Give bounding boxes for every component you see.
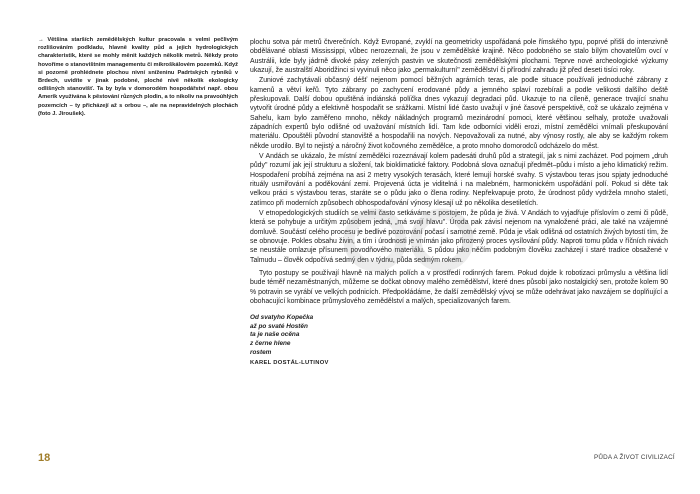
page-number: 18: [38, 452, 51, 464]
body-paragraph: Tyto postupy se používají hlavně na malých polích a v prostředí rodinných farem. Pokud dojde k robotizaci průmyslu a většina lidí bude téměř nezaměstnaných, můžeme se dočkat obnovy malého zemědělství, které dnes působí jako nostalgický sen, protože kolem 90 % potravin se vyrábí ve velkých podnicích. Předpokládáme, že další zemědělský vývoj se může odehrávat jako navzájem se doplňující a obohacující kombinace průmyslového zemědělství a malých, specializovaných farem.: [250, 269, 668, 305]
body-paragraph: V Andách se ukázalo, že místní zemědělci rozeznávají kolem padesáti druhů půd a strategií, jak s nimi zacházet. Pod pojmem „druh půdy" rozumí jak její strukturu a složení, tak bioklimatické faktory. Podobná slova označují předmět–půdu i místo a jeho klimatický režim. Hospodaření probíhá zejména na asi 2 metry vysokých terasách, které lemují horské svahy. S výstavbou teras jsou spjaty jednoduché rituály usmiřování a poděkování zemi. Projevená úcta je viditelná i na malebném, harmonickém uspořádání polí. Pokud si děte tak velkou práci s výstavbou teras, staráte se o půdu jako o člena rodiny. Nepřekvapuje proto, že úrodnost půdy vydržela mnoho staletí, zatímco při moderních způsobech obhospodařování výnosy klesají už po několika desetiletích.: [250, 152, 668, 207]
running-head: PŮDA A ŽIVOT CIVILIZACÍ: [594, 454, 675, 461]
body-paragraph: V etnopedologických studiích se velmi často setkáváme s postojem, že půda je živá. V Andách to vyjadřuje příslovím o zemi či půdě, která se pohybuje a určitým způsobem jedná, „má svojí hlavu". Úroda pak závisí nejenom na vynaložené práci, ale také na vzájemné domluvě. Součástí celého procesu je bedlivé pozorování počasí i samotné země. Půda je však odlišná od ostatních živých bytostí tím, že se obnovuje. Pokles obsahu živin, a tím i úrodnosti je vnímán jako přirozený proces vysílování půdy. Naproti tomu půda v říčních nivách se neustále omlazuje přísunem povodňového materiálu. S půdou jako něčím podobným člověku zacházejí i staré tradice obsažené v Talmudu – člověk odpočívá sedmý den v týdnu, půda sedmým rokem.: [250, 209, 668, 264]
main-text-column: [250, 38, 668, 369]
poem-line: ta je naše ocěna: [250, 331, 300, 339]
body-paragraph: plochu sotva pár metrů čtverečních. Když Evropané, zvyklí na geometricky uspořádaná pole římského typu, poprvé přišli do intenzivně obdělávané oblasti Mississippi, vůbec nerozeznali, že jsou v zemědělské krajině. Něco podobného se stalo bílým chovatelům ovcí v Austrálii, kde byly jádrně divoké pásy zelených pastvin ve skutečnosti zemědělskými plochami. Teprve nové archeologické výzkumy ukazují, že australští Aboridžinci si vyvinuli něco jako „permakulturní" zemědělství či přírodní zahradu již před deseti tisíci roky.: [250, 39, 668, 75]
poem-line: rostem: [250, 348, 272, 356]
poem-line: z černe hlene: [250, 340, 291, 348]
poem-quote: [250, 314, 668, 357]
poem-author: KAREL DOSTÁL-LUTINOV: [250, 360, 329, 367]
body-paragraph: Zuniové zachytávali občasný déšť nejenom pomocí běžných agrárních teras, ale podle situace používali jednoduché zábrany z kamenů a větví keřů. Tyto zábrany po zachycení erodované půdy a jemného splaví rozebírali a podle velikosti dalšího deště přeskupovali. Další dobou opuštěná indiánská políčka dnes vykazují degradaci půd. Ukazuje to na cíleně, generace trvající snahu vytvořit úrodné půdy a efektivně hospodařit se srážkami. Místní lidé často uvažují v jiné časové perspektivě, což se ukázalo zejména v Sahelu, kam bylo zaměřeno mnoho, někdy nákladných programů mezinárodní pomoci, které většinou selhaly, protože uvažovali západních expertů bylo odlišné od uvažování místních lidí. Tam kde odborníci viděli erozi, místní zemědělci vnímali přeskupování materiálu. Opouštěli původní stanoviště a hospodařili na nových. Nepovažovali za nutné, aby výnosy rostly, ale aby se každým rokem někde urodilo. Byl to nejistý a náročný život kočovného zemědělce, a proto mnoho domorodců odcházelo do měst.: [250, 77, 668, 150]
poem-line: Od svatyho Kopečka: [250, 314, 314, 322]
photo-caption: → Většina starších zemědělských kultur pracovala s velmi pečlivým rozlišováním podkladu, hlavně kvality půd a jejich hydrologických charakteristik, které se mohly měnit každých několik metrů. Někdy proto hovoříme o stanovištním managementu či mikroškálovém pozemků. Když si pozorně prohlédnete plochou nivní sníženinu Padrtských rybníků v Brdech, uvidíte v jinak podobné, ploché nivě několik ekologicky odlišných stanovišť. Ta by byla v domorodém hospodářství např. obou Amerik využívána k pěstování různých plodin, a to nikoliv na pravoúhlých pozemcích – ty přicházejí až s orbou –, ale na nepravidelných plochách (foto J. Jiroušek).: [38, 37, 238, 117]
poem-line: až po svaté Hostěn: [250, 322, 308, 330]
